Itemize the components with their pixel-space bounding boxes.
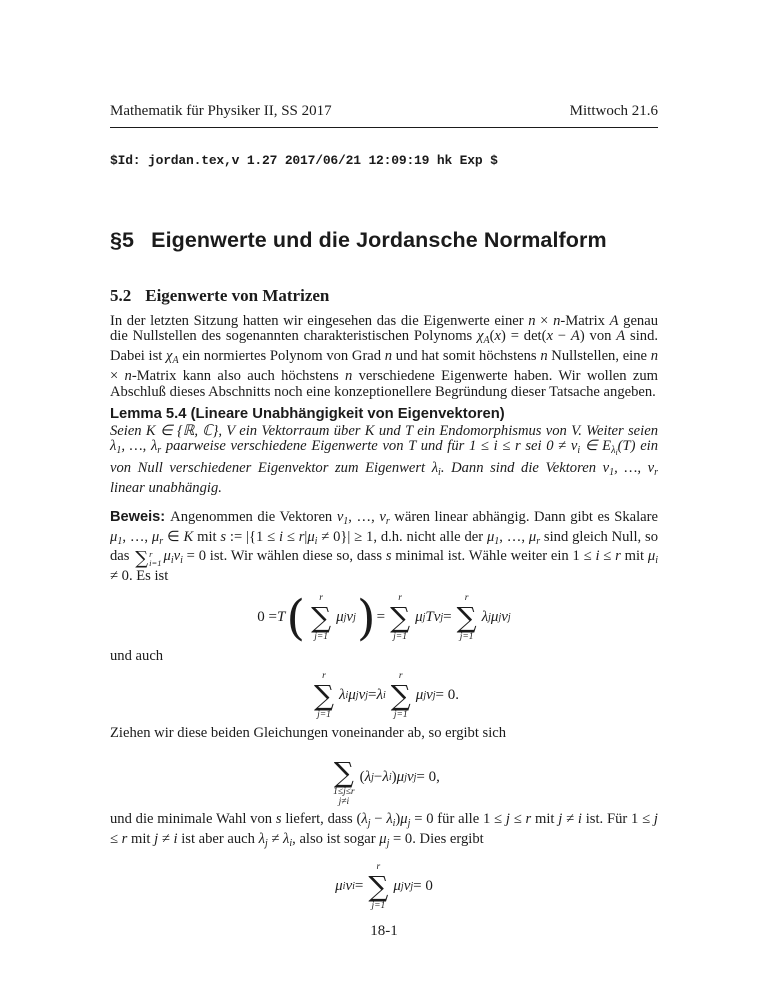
chapter-number: §5 xyxy=(110,227,135,252)
connector-ziehen: Ziehen wir diese beiden Gleichungen voneinander ab, so ergibt sich xyxy=(110,724,507,741)
proof-paragraph xyxy=(110,510,658,585)
intro-paragraph: In der letzten Sitzung hatten wir eingesehen das die Eigenwerte einer n × n-Matrix A genau die Nullstellen des sogenannten charakteristischen Polynoms $\chi_A(x) = \det(x - A)$ von A sind. Dabei ist $\chi_A$ ein normiertes Polynom von Grad n und hat somit höchstens n Nullstellen, eine n × n-Matrix kann also auch höchstens n verschiedene Eigenwerte haben. Wir wollen zum Abschluß dieses Abschnitts noch eine konzeptionellere Begründung dieser Tatsache angeben. xyxy=(110,312,659,400)
lemma-body: Seien K ∈ {ℝ, ℂ}, V ein Vektorraum über K und T ein Endomorphismus von V. Weiter seien $\lambda_1$, …, $\lambda_r$ paarweise verschiedene Eigenwerte von T und für 1 ≤ i ≤ r sei $0 \ne v_i$ ∈ $E_{\lambda i}(T)$ ein von Null verschiedener Eigenvektor zum Eigenwert $\lambda_i$. Dann sind die Vektoren $v_1$, …, $v_r$ linear unabhängig. xyxy=(110,422,659,496)
lemma-heading: Lemma 5.4 (Lineare Unabhängigkeit von Eigenvektoren) xyxy=(110,405,505,422)
page-number: 18-1 xyxy=(370,923,398,940)
chapter-title: Eigenwerte und die Jordansche Normalform xyxy=(151,227,607,252)
proof-text: Angenommen die Vektoren $v_1$, …, $v_r$ wären linear abhängig. Dann gibt es Skalare $\mu_1$, …, $\mu_r$ ∈ K mit s := $|\{1 \le i \le r|\mu_i \ne 0\}| \ge 1$, d.h. nicht alle der $\mu_1$, …, $\mu_r$ sind gleich Null, so das ∑ r i=1 $\mu_iv_i = 0$ ist. Wir wählen diese so, dass s minimal ist. Wähle weiter ein 1 ≤ i ≤ r mit $\mu_i \ne 0$. Es ist xyxy=(110,508,659,585)
page-header xyxy=(110,104,658,128)
proof-label: Beweis: xyxy=(110,508,166,525)
display-equation-3: ∑ 1≤j≤r j≠i ( λ j − λ i ) μ j v j = 0, xyxy=(333,755,440,807)
header-course-label: Mathematik für Physiker II, SS 2017 xyxy=(110,103,332,119)
section-heading xyxy=(110,286,658,305)
display-equation-2: r ∑ j=1 λ i μ j v j = λ i r ∑ j=1 μ j v j = 0. xyxy=(313,670,460,720)
proof-paragraph-2: und die minimale Wahl von s liefert, dass $(\lambda_j - \lambda_i)\mu_j = 0$ für alle 1 ≤ j ≤ r mit j ≠ i ist. Für 1 ≤ j ≤ r mit j ≠ i ist aber auch $\lambda_j \ne \lambda_i$, also ist sogar $\mu_j = 0$. Dies ergibt xyxy=(110,811,658,850)
version-id-line: $Id: jordan.tex,v 1.27 2017/06/21 12:09:19 hk Exp $ xyxy=(110,152,498,168)
section-title: Eigenwerte von Matrizen xyxy=(145,285,330,305)
header-date-label: Mittwoch 21.6 xyxy=(569,103,658,119)
section-number: 5.2 xyxy=(110,285,132,305)
display-equation-1: 0 = T ( r ∑ j=1 μ j v j ) = r ∑ j=1 μ j T v j = r ∑ j=1 λ j μ j v j xyxy=(257,589,511,646)
chapter-heading xyxy=(110,229,658,252)
display-equation-4: μ i v i = r ∑ j=1 μ j v j = 0 xyxy=(335,862,433,912)
connector-und-auch: und auch xyxy=(110,647,164,664)
